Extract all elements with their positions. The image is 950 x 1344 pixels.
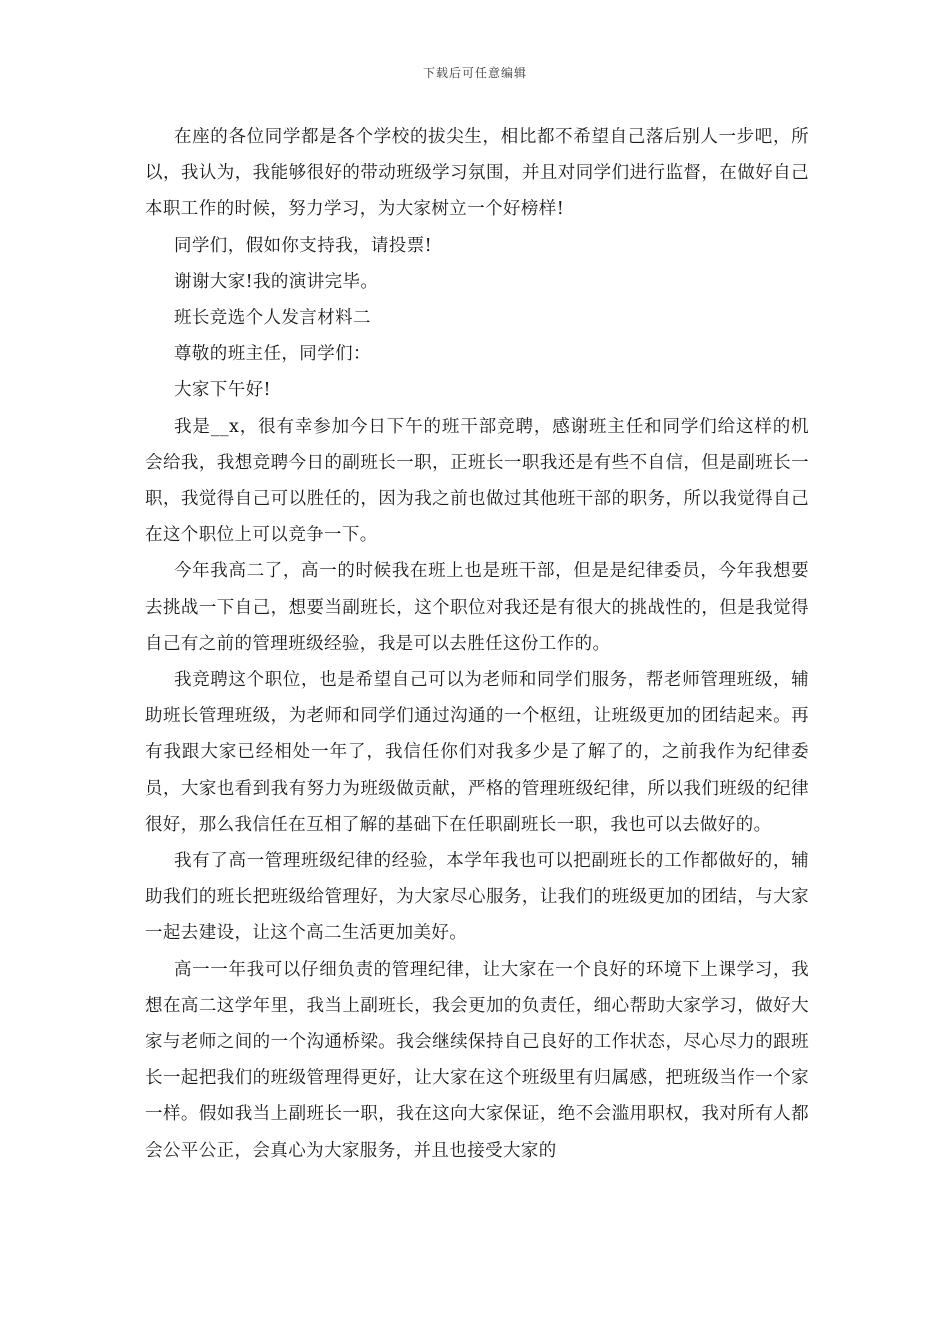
page-header: 下载后可任意编辑 (422, 66, 527, 80)
section-title: 班长竞选个人发言材料二 (174, 308, 371, 329)
paragraph: 我竞聘这个职位，也是希望自己可以为老师和同学们服务，帮老师管理班级，辅助班长管理班级，为老师和同学们通过沟通的一个枢纽，让班级更加的团结起来。再有我跟大家已经相处一年了，我信任你们对我多少是了解了的，之前我作为纪律委员，大家也看到我有努力为班级做贡献，严格的管理班级纪律，所以我们班级的纪律很好，那么我信任在互相了解的基础下在任职副班长一职，我也可以去做好的。 (145, 670, 809, 835)
paragraph: 同学们，假如你支持我，请投票! (174, 235, 433, 256)
salutation: 尊敬的班主任，同学们： (174, 344, 371, 365)
paragraph: 我有了高一管理班级纪律的经验，本学年我也可以把副班长的工作都做好的，辅助我们的班长把班级给管理好，为大家尽心服务，让我们的班级更加的团结，与大家一起去建设，让这个高二生活更加美好。 (145, 851, 809, 944)
paragraph: 在座的各位同学都是各个学校的拔尖生，相比都不希望自己落后别人一步吧，所以，我认为，我能够很好的带动班级学习氛围，并且对同学们进行监督，在做好自己本职工作的时候，努力学习，为大家树立一个好榜样! (145, 127, 809, 220)
greeting: 大家下午好! (174, 380, 271, 401)
document-body (145, 119, 809, 1169)
paragraph: 高一一年我可以仔细负责的管理纪律，让大家在一个良好的环境下上课学习，我想在高二这学年里，我当上副班长，我会更加的负责任，细心帮助大家学习，做好大家与老师之间的一个沟通桥梁。我会继续保持自己良好的工作状态，尽心尽力的跟班长一起把我们的班级管理得更好，让大家在这个班级里有归属感，把班级当作一个家一样。假如我当上副班长一职，我在这向大家保证，绝不会滥用职权，我对所有人都会公平公正，会真心为大家服务，并且也接受大家的 (145, 959, 809, 1161)
paragraph: 我是__x，很有幸参加今日下午的班干部竞聘，感谢班主任和同学们给这样的机会给我，我想竞聘今日的副班长一职，正班长一职我还是有些不自信，但是副班长一职，我觉得自己可以胜任的，因为我之前也做过其他班干部的职务，所以我觉得自己在这个职位上可以竞争一下。 (145, 416, 809, 546)
paragraph: 今年我高二了，高一的时候我在班上也是班干部，但是是纪律委员，今年我想要去挑战一下自己，想要当副班长，这个职位对我还是有很大的挑战性的，但是我觉得自己有之前的管理班级经验，我是可以去胜任这份工作的。 (145, 561, 809, 654)
paragraph: 谢谢大家!我的演讲完毕。 (174, 271, 379, 292)
